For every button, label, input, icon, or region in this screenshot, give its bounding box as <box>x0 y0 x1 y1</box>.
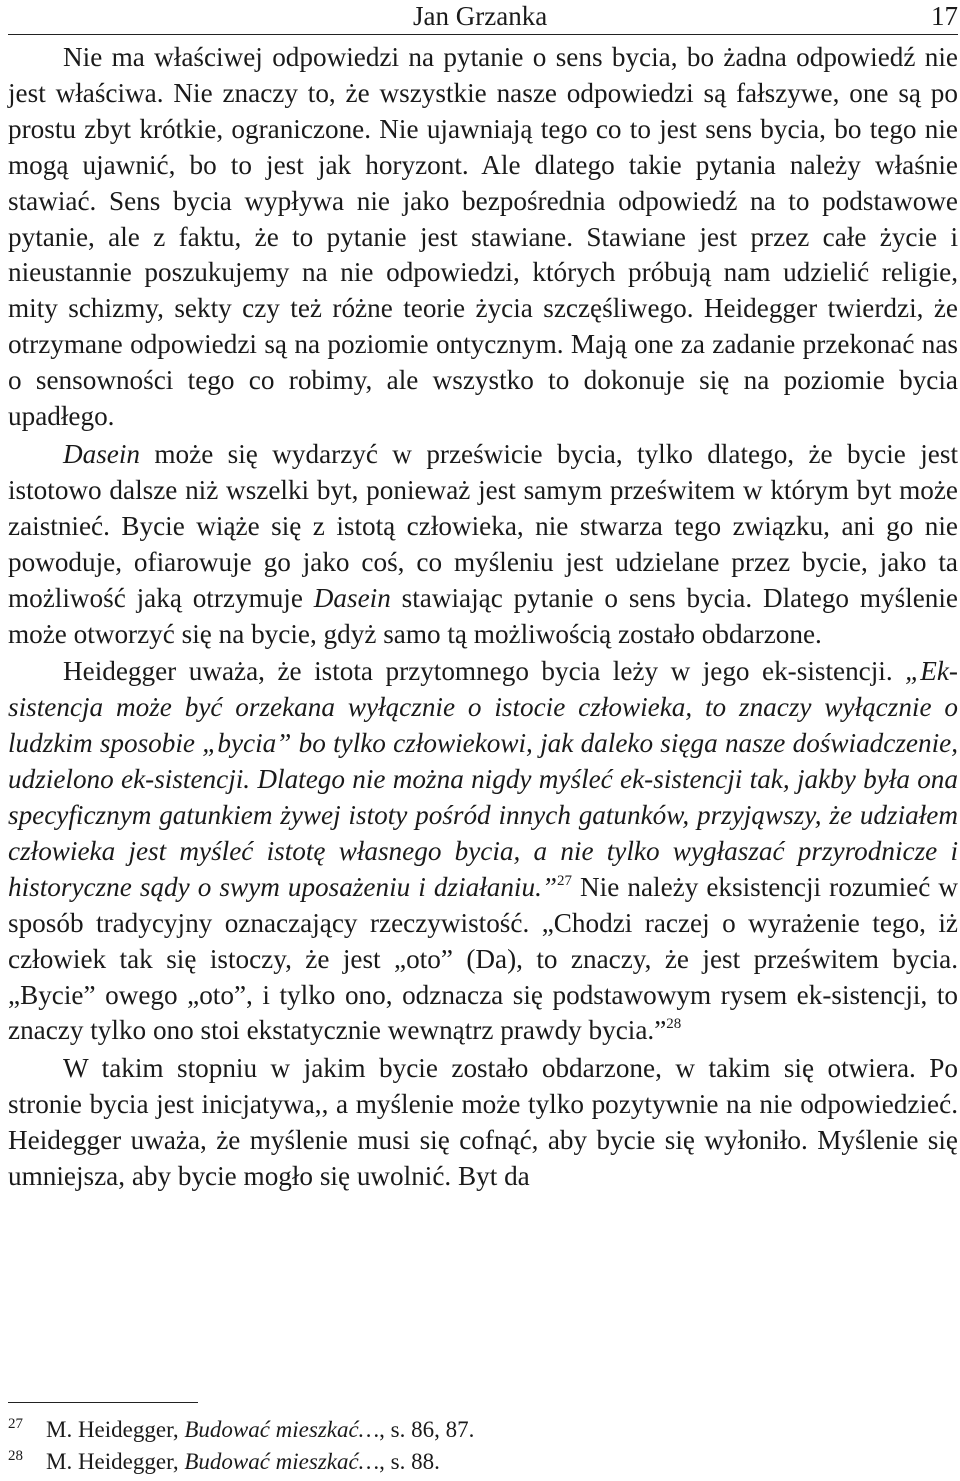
footnote-ref: 27 <box>557 872 572 889</box>
page-number: 17 <box>931 1 958 31</box>
text-run: Nie ma właściwej odpowiedzi na pytanie o sens bycia, bo żadna odpowiedź nie jest właściwa. Nie znaczy to, że wszystkie nasze odpowiedzi są fałszywe, one są po prostu zbyt krótkie, ograniczone. Nie ujawniają tego co to jest sens bycia, bo tego nie mogą ujawnić, bo to jest jak horyzont. Ale dlatego takie pytania należy właśnie stawiać. Sens bycia wypływa nie jako bezpośrednia odpowiedź na to podstawowe pytanie, ale z faktu, że to pytanie jest stawiane. Stawiane jest przez całe życie i nieustannie poszukujemy na nie odpowiedzi, których próbują nam udzielić religie, mity schizmy, sekty czy też różne teorie życia szczęśliwego. Heidegger twierdzi, że otrzymane odpowiedzi są na poziomie ontycznym. Mają one za zadanie przekonać nas o sensowności tego co robimy, ale wszystko to dokonuje się na poziomie bycia upadłego. <box>8 42 958 432</box>
footnotes <box>8 1414 958 1478</box>
footnote-ref: 28 <box>666 1016 682 1033</box>
paragraph <box>8 437 958 652</box>
footnote-text: M. Heidegger, Budować mieszkać…, s. 88. <box>46 1449 440 1474</box>
footnote-separator <box>8 1402 198 1403</box>
main-text <box>8 40 958 1195</box>
footnote-number: 27 <box>8 1416 23 1432</box>
paragraph <box>8 1051 958 1195</box>
footnote <box>8 1414 958 1446</box>
running-header-author: Jan Grzanka <box>413 1 548 31</box>
text-run: W takim stopniu w jakim bycie zostało obdarzone, w takim się otwiera. Po stronie bycia jest inicjatywa,, a myślenie może tylko pozytywnie na nie odpowiedzieć. Heidegger uważa, że myślenie musi się cofnąć, aby bycie się wyłoniło. Myślenie się umniejsza, aby bycie mogło się uwolnić. Byt da <box>8 1053 958 1192</box>
italic-text: „Ek-sistencja może być orzekana wyłącznie o istocie człowieka, to znaczy wyłącznie o ludzkim sposobie „bycia” bo tylko człowiekowi, jak daleko sięga nasze doświadczenie, udzielono ek-sistencji. Dlatego nie można nigdy myśleć ek-sistencji tak, jakby była ona specyficznym gatunkiem żywej istoty pośród innych gatunków, przyjąwszy, że udziałem człowieka jest myśleć istotę własnego bycia, a nie tylko wygłaszać przyrodnicze i historyczne sądy o swym uposażeniu i działaniu.” <box>8 656 958 902</box>
text-run: Heidegger uważa, że istota przytomnego bycia leży w jego ek-sistencji. <box>63 656 906 687</box>
footnote-number: 28 <box>8 1448 23 1464</box>
italic-text: Dasein <box>63 438 141 469</box>
text-run: może się wydarzyć w prześwicie bycia, tylko dlatego, że bycie jest istotowo dalsze niż wszelki byt, ponieważ jest samym prześwitem w którym byt może zaistnieć. Bycie wiąże się z istotą człowieka, nie stwarza tego związku, ani go nie powoduje, ofiarowuje go jako coś, co myśleniu jest udzielane przez bycie, jako ta możliwość jaką otrzymuje <box>8 438 958 613</box>
footnote-text: M. Heidegger, Budować mieszkać…, s. 86, 87. <box>46 1417 475 1442</box>
running-header <box>8 0 958 35</box>
paragraph <box>8 654 958 1049</box>
text-run: Nie należy eksistencji rozumieć w sposób tradycyjny oznaczający rzeczywistość. „Chodzi raczej o wyrażenie tego, iż człowiek tak się istoczy, że jest „oto” (Da), to znaczy, że jest prześwitem bycia. „Bycie” owego „oto”, i tylko ono, odznacza się podstawowym rysem ek-sistencji, to znaczy tylko ono stoi ekstatycznie wewnątrz prawdy bycia.” <box>8 871 958 1046</box>
italic-text: Dasein <box>313 582 391 613</box>
footnote <box>8 1446 958 1478</box>
paragraph <box>8 40 958 435</box>
text-run: stawiając pytanie o sens bycia. Dlatego myślenie może otworzyć się na bycie, gdyż samo tą możliwością zostało obdarzone. <box>8 582 959 649</box>
